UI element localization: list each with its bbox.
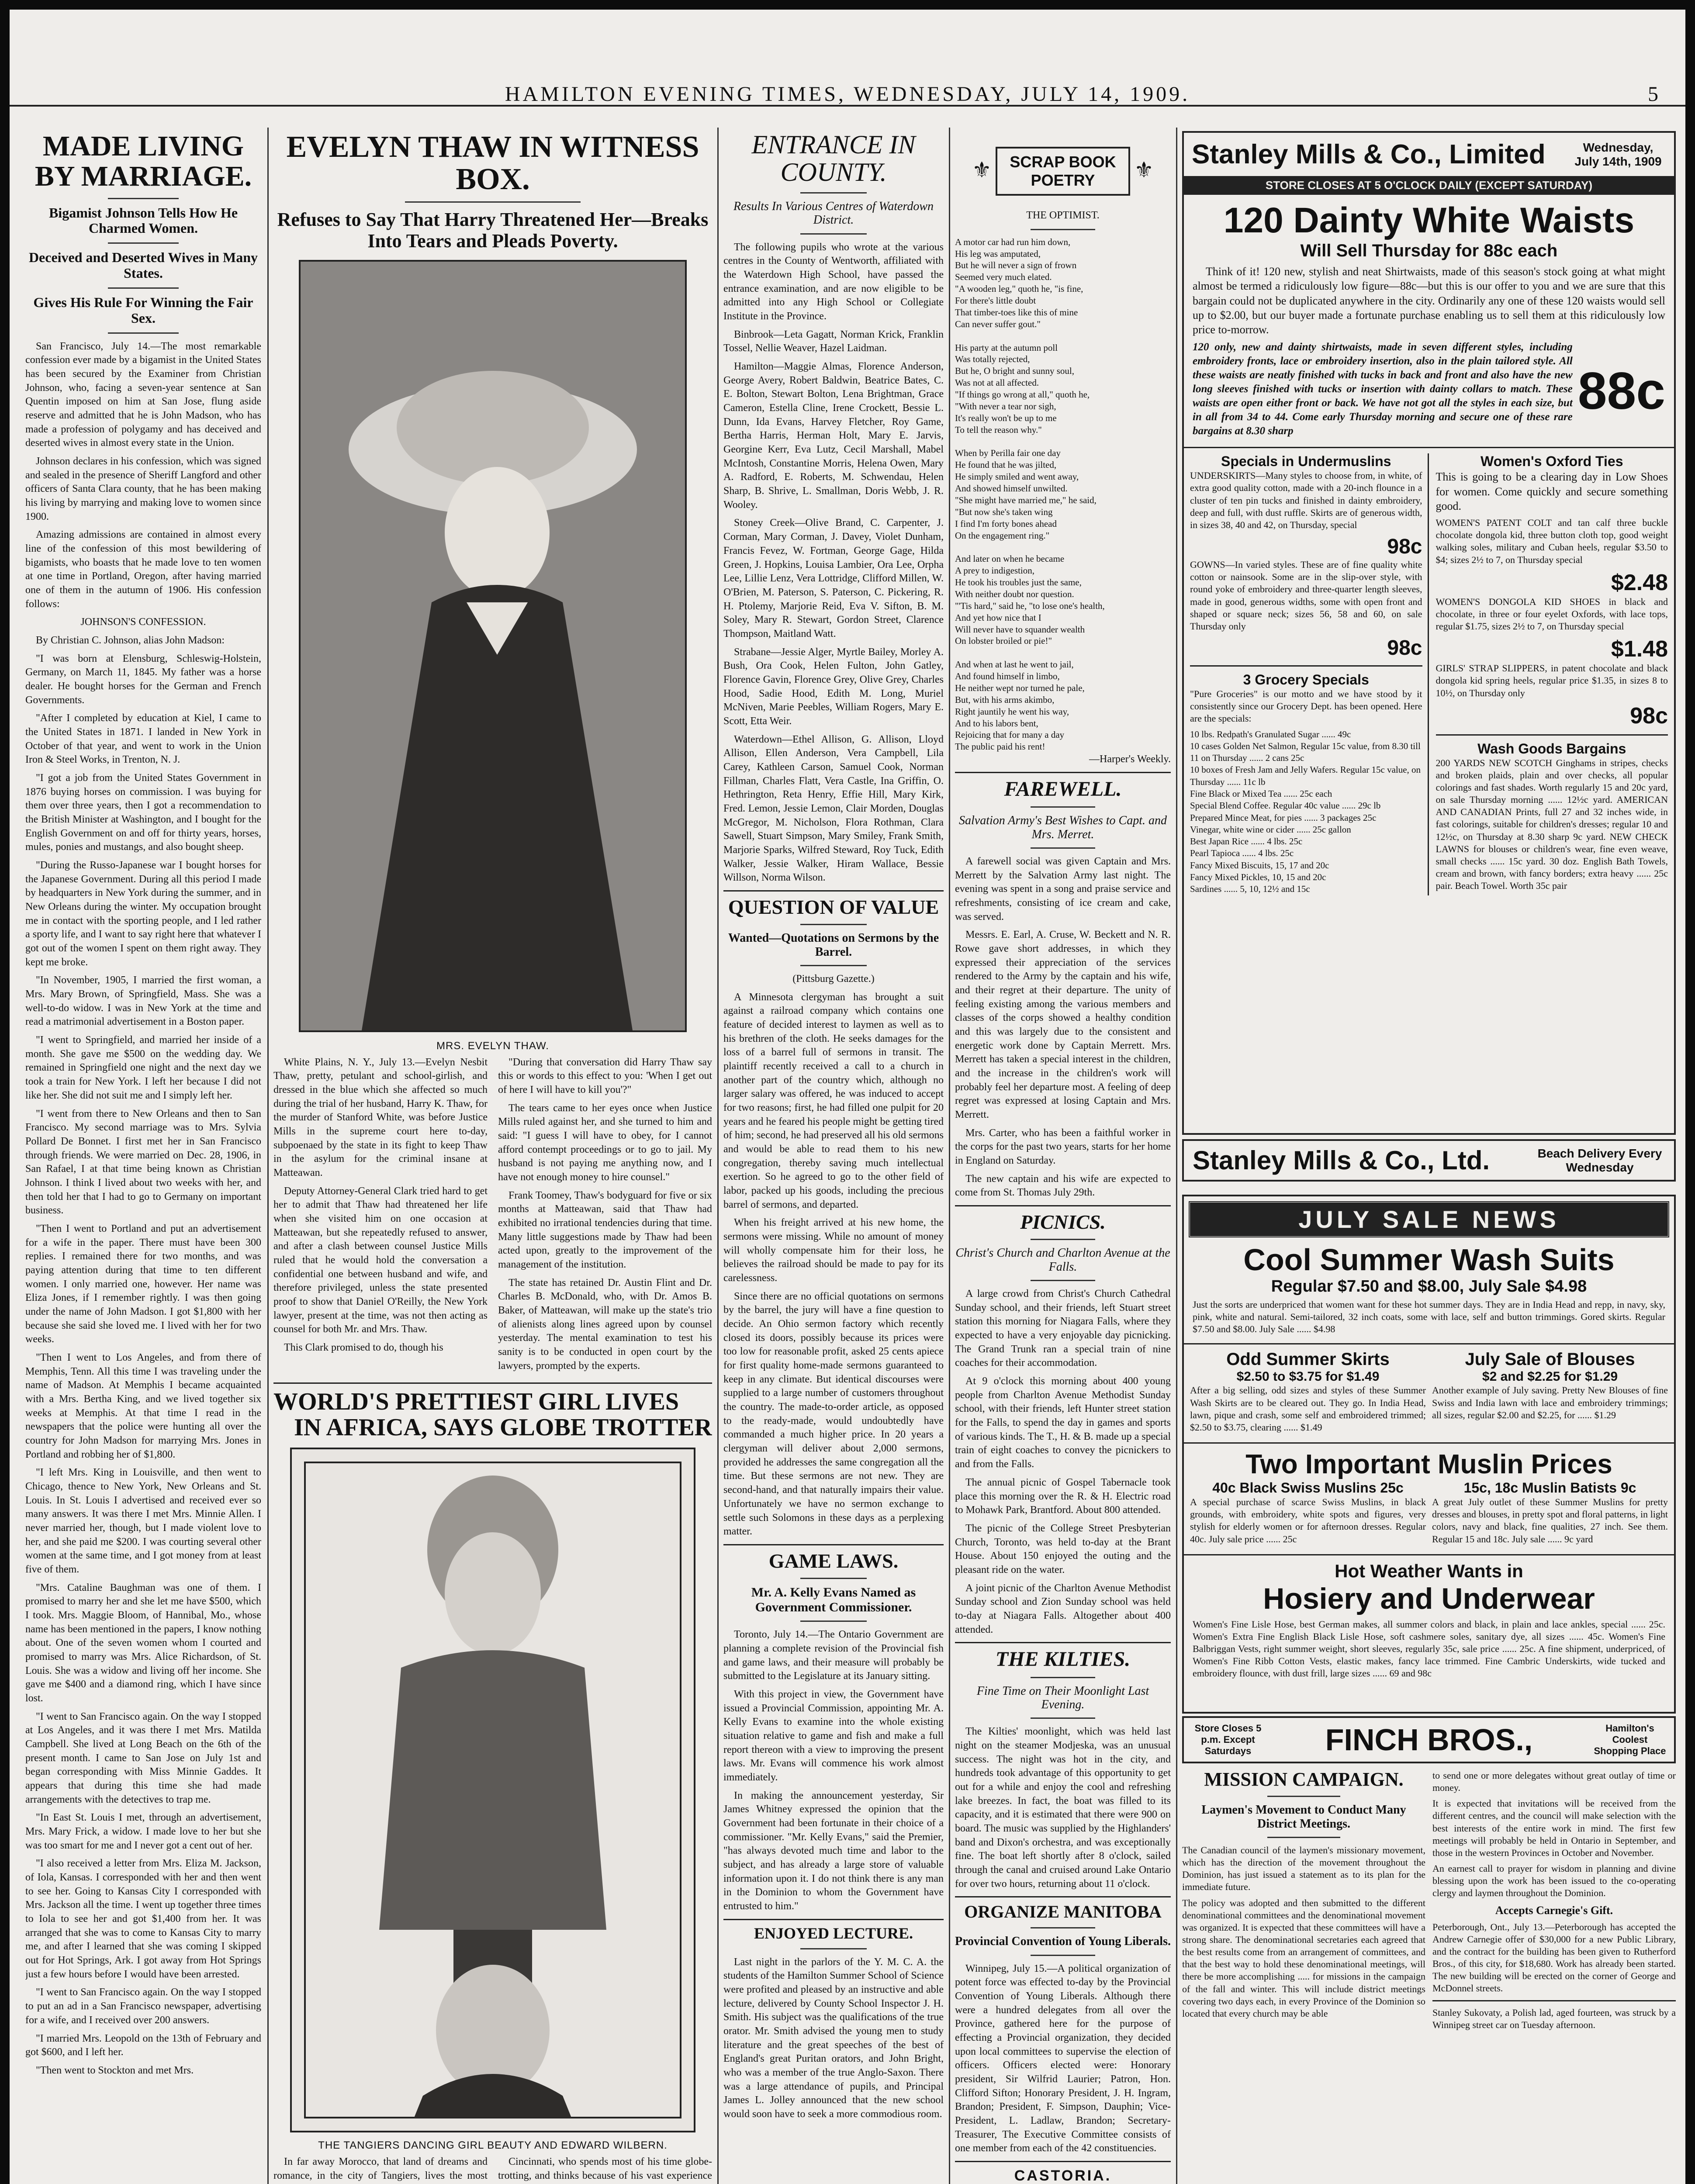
grocery-item: Pearl Tapioca ...... 4 lbs. 25c [1190, 848, 1294, 859]
waists-subtitle: Will Sell Thursday for 88c each [1300, 241, 1558, 260]
article-paragraph: A joint picnic of the Charlton Avenue Methodist Sunday school and Zion Sunday school was held to-day at Niagara Falls. Altogether about 400 attended. [955, 1582, 1171, 1635]
divider [1031, 847, 1095, 849]
deck: Mr. A. Kelly Evans Named as Government Commissioner. [751, 1585, 916, 1614]
dongola-text: WOMEN'S DONGOLA KID SHOES in black and chocolate, in three or four eyelet Oxfords, with lace tops, regular $1.75, sizes 2½ to 7, on Thursday special [1436, 596, 1668, 632]
article-paragraph: "I went to Springfield, and married her inside of a month. She gave me $500 on the wedding day. We remained in Springfield one night and the next day we took a train for New York. I left her because I did not like her. She did not suit me and I simply left her. [25, 1034, 261, 1101]
deck: Results In Various Centres of Waterdown District. [733, 200, 934, 227]
poem-text: A motor car had run him down, His leg was amputated, But he will never a sign of frown Seemed very much elated. "A wooden leg," quoth he, "is fine, For there's little doubt That timber-toes like this of mine Can never suffer gout." His party at the autumn poll Was totally rejected, But he, O bright and sunny soul, Was not at all affected. "If things go wrong at all," quoth he, "With never a tear nor sigh, It's really won't be up to me To tell the reason why." When by Perilla fair one day He found that he was jilted, He simply smiled and went away, And showed himself unwilted. "She might have married me," he said, "But now she's taken wing I find I'm forty bones ahead On the engagement ring." And later on when he became A prey to indigestion, He took his troubles just the same, With neither doubt nor question. "'Tis hard," said he, "to lose one's health, And yet how nice that I Will never have to squander wealth On lobster broiled or pie!" And when at last he went to jail, And found himself in limbo, He neither wept nor turned he pale, But, with his arms akimbo, Right jauntily he went his way, And to his labors bent, Rejoicing that for many a day The public paid his rent! [955, 236, 1105, 752]
article-paragraph: When his freight arrived at his new home, the sermons were missing. While no amount of money will wholly compensate him for their loss, he believes the railroad should be made to pay for its carelessness. [723, 1217, 944, 1284]
divider [1184, 1442, 1674, 1444]
article-paragraph: "I went from there to New Orleans and then to San Francisco. My second marriage was to Mrs. Sylvia Pollard De Bonnet. I first met her in San Francisco through friends. We were married on Dec. 28, 1906, in San Rafael, I at that time being known as Christian Johnson. I think I lived about two weeks with her, and then told her that I had to go to Germany on important business. [25, 1108, 261, 1216]
source-credit: (Pittsburg Gazette.) [792, 973, 875, 985]
headline-entrance: ENTRANCE IN COUNTY. [751, 131, 916, 187]
waists-details: 120 only, new and dainty shirtwaists, made in seven different styles, including embroidery fronts, lace or embroidery insertion, also in the plain tailored style. All these waists are neatly finished with tucks in back and front and also have the new long sleeves finished with tucks or insertion with dainty collars to match. These waists are open either front or back. We have not got all the styles in each size, but in all from 34 to 44. Come early Thursday morning and secure one of these rare bargains at 8.30 sharp [1193, 341, 1573, 437]
portrait-illustration [301, 262, 685, 1030]
deck: Bigamist Johnson Tells How He Charmed Women. [48, 204, 238, 236]
oxford-ties-intro: This is going to be a clearing day in Low Shoes for women. Come quickly and secure something good. [1436, 470, 1668, 512]
article-paragraph: "In East St. Louis I met, through an advertisement, Mrs. Mary Frick, a widow. I made love to her but she was too smart for me and I never got a cent out of her. [25, 1812, 261, 1851]
black-swiss-title: 40c Black Swiss Muslins 25c [1212, 1480, 1404, 1496]
scrap-book-poetry-box [972, 147, 1154, 196]
article-paragraph: In far away Morocco, that land of dreams and romance, in the city of Tangiers, lives the most [273, 2156, 488, 2181]
skirts-price: $2.50 to $3.75 for $1.49 [1236, 1369, 1380, 1384]
july-sale-ad [1182, 1195, 1676, 1714]
divider [800, 1578, 866, 1579]
divider [108, 198, 179, 199]
article-paragraph: "I got a job from the United States Government in 1876 buying horses on commission. I was buying for them over three years, then I got a recommendation to the British Minister at Washington, and I bought for the English Government on and off for thirty years, horses, mules, ponies and mustangs, and also bought sheep. [25, 772, 261, 853]
article-paragraph: The annual picnic of Gospel Tabernacle took place this morning over the R. & H. Electric road to Mohawk Park, Brantford. About 800 attended. [955, 1476, 1171, 1516]
article-paragraph: Stoney Creek—Olive Brand, C. Carpenter, J. Corman, Mary Corman, J. Davey, Violet Dunham, Francis Fevez, W. Fortman, George Gage, Hilda Green, J. Hopkins, Louisa Lambier, Ora Lee, Orpha Lee, Lillie Lenz, Vera Lottridge, Clifford Millen, W. O'Brien, M. Paterson, S. Paterson, C. Pickering, R. H. Ptolemy, Marjorie Reid, Eva V. Sifton, B. M. Soley, Mary R. Stewart, Gordon Street, Clarence Thompson, Maitland Watt. [723, 517, 944, 639]
article-paragraph: White Plains, N. Y., July 13.—Evelyn Nesbit Thaw, pretty, petulant and school-girlish, and dressed in the blue which she affected so much during the trial of her husband, Harry K. Thaw, for the murder of Stanford White, was before Justice Mills in the supreme court here to-day, subpoenaed by the state in its fight to keep Thaw in the asylum for the criminal insane at Matteawan. [273, 1056, 488, 1178]
divider [1031, 229, 1095, 230]
article-paragraph: A farewell social was given Captain and Mrs. Merrett by the Salvation Army last night. The evening was spent in a song and praise service and refreshments, consisting of ice cream and cake, was served. [955, 855, 1171, 923]
headline-prettiest-girl-2: IN AFRICA, SAYS GLOBE TROTTER [294, 1414, 712, 1441]
divider [800, 233, 866, 235]
deck: Refuses to Say That Harry Threatened Her—Breaks Into Tears and Pleads Poverty. [277, 209, 709, 252]
divider [1031, 1239, 1095, 1240]
column-scrapbook [955, 131, 1171, 2184]
divider [800, 965, 866, 966]
article-paragraph: Frank Toomey, Thaw's bodyguard for five or six months at Matteawan, said that Thaw had exhibited no irrational tendencies during that time. Many little suggestions made by Thaw had been acted upon, greatly to the improvement of the management of the institution. [498, 1189, 712, 1270]
stanley-mills-footer-name: Stanley Mills & Co., Ltd. [1193, 1146, 1490, 1175]
divider [108, 287, 179, 289]
article-paragraph: "I also received a letter from Mrs. Eliza M. Jackson, of Iola, Kansas. I corresponded with her and then went to see her. Going to Kansas City I corresponded with Mrs. Jackson all the time. I went up together three times to Iola to see her and got $1,400 from her. It was arranged that she was to come to Kansas City to marry me, and after I learned that she was coming I skipped out for Hot Springs, Ark. I got away from Hot Springs just a few hours before I would have been arrested. [25, 1858, 261, 1980]
article-paragraph: The Kilties' moonlight, which was held last night on the steamer Modjeska, was an unusual success. The night was hot in the city, and hundreds took advantage of this opportunity to get out for a while and enjoy the cool and refreshing lake breezes. In fact, the boat was filled to its capacity, and it is estimated that there were 900 on board. The music was supplied by the Highlanders' band and Dixon's orchestra, and was exceptionally fine. The boat left shortly after 8 o'clock, sailed through the canal and cruised around Lake Ontario for over two hours, returning about 11 o'clock. [955, 1726, 1171, 1890]
article-paragraph: With this project in view, the Government have issued a Provincial Commission, appointing Mr. A. Kelly Evans to examine into the whole existing situation relative to game and fish and make a full report thereon with a view to improving the present laws. Mr. Evans will commence his work almost immediately. [723, 1689, 944, 1783]
article-paragraph: Peterborough, Ont., July 13.—Peterborough has accepted the Andrew Carnegie offer of $30,000 for a new Public Library, and the contract for the building has been given to Rutherford Bros., of this city, for $18,680. Work has already been started. The new building will be erected on the corner of George and McDonnel streets. [1432, 1921, 1676, 1994]
divider [1031, 1927, 1095, 1928]
headline-made-living: MADE LIVING BY MARRIAGE. [35, 131, 252, 193]
article-paragraph: "Then went to Stockton and met Mrs. [36, 2064, 194, 2076]
deck: Deceived and Deserted Wives in Many States. [28, 249, 258, 281]
evelyn-thaw-photo [299, 260, 687, 1032]
headline-thaw: EVELYN THAW IN WITNESS BOX. [286, 131, 699, 196]
article-paragraph: Last night in the parlors of the Y. M. C. A. the students of the Hamilton Summer School of Science were profited and pleased by an instructive and able lecture, delivered by County School Inspector J. H. Smith. His subject was the qualifications of the true orator. Mr. Smith advised the young men to study literature and the great speeches of the best of England's great Puritan orators, and John Bright, who was a member of the true Anglo-Saxon. There was a large attendance of pupils, and Principal James L. Jolley announced that the new school would soon have to seek a more commodious room. [723, 1956, 944, 2120]
underskirts-text: UNDERSKIRTS—Many styles to choose from, in white, of extra good quality cotton, made with a 20-inch flounce in a cluster of ten pin tucks and finished in dainty embroidery, deep and full, with dust ruffle. Skirts are of generous width, in sizes 38, 40 and 42, on Thursday, special [1190, 470, 1422, 530]
tangiers-girl-photo [290, 1448, 695, 2132]
article-paragraph: A large crowd from Christ's Church Cathedral Sunday school, and their friends, left Stuart street station this morning for Niagara Falls, where they expected to have a very enjoyable day picnicking. The Grand Trunk ran a special train of nine coaches for their accommodation. [955, 1288, 1171, 1369]
divider [1031, 806, 1095, 808]
castoria-ad [955, 2167, 1171, 2184]
article-paragraph: In making the announcement yesterday, Sir James Whitney expressed the opinion that the Government had been fortunate in their choice of a commissioner. "Mr. Kelly Evans," said the Premier, "has always devoted much time and labor to the subject, and has already a large store of valuable information upon it. I do not think there is any man in the Dominion to whom the Government have entrusted to him." [723, 1790, 944, 1912]
column-rule [267, 128, 269, 2184]
muslin-title: Two Important Muslin Prices [1245, 1449, 1612, 1480]
deck: Christ's Church and Charlton Avenue at the Falls. [955, 1246, 1170, 1274]
divider [800, 192, 866, 194]
divider [800, 924, 866, 925]
divider [1432, 2000, 1676, 2001]
castoria-title: CASTORIA. [1014, 2167, 1112, 2184]
column-rule [1176, 128, 1177, 2184]
undermuslins-title: Specials in Undermuslins [1221, 453, 1391, 470]
fleur-de-lis-icon: ⚜ [1134, 157, 1154, 183]
waists-text: Think of it! 120 new, stylish and neat Shirtwaists, made of this season's stock going at what might almost be termed a ridiculously low figure—88c—but this is our offer to you and we are sure that this bargain could not be duplicated anywhere in the city. Ordinarily any one of these 120 waists would sell up to $2.00, but our buyer made a fortunate purchase enabling us to sell them at this ridiculously low price to-morrow. [1193, 265, 1665, 336]
headline-organize-manitoba: ORGANIZE MANITOBA [964, 1902, 1162, 1922]
article-paragraph: Since there are no official quotations on sermons by the barrel, the jury will have a fine question to decide. An Ohio sermon factory which recently closed its doors, possibly because its prices were too low for reasonable profit, asked 25 cents apiece for first quality home-made sermons guaranteed to keep in any climate. But identical discourses were supplied to a large number of customers throughout the country. The made-to-order article, as opposed to the ready-made, would undoubtedly have commanded a much higher price. In 20 years a clergyman will deliver about 2,000 sermons, provided he addresses the same congregation all the time. But these sermons are not new. They are second-hand, and that naturally impairs their value. Unfortunately we have no sermon exchange to settle such Solomons in these days as a perplexing matter. [723, 1290, 944, 1538]
article-paragraph: An earnest call to prayer for wisdom in planning and divine blessing upon the work has been issued to the co-operating clergy and laymen throughout the Dominion. [1432, 1863, 1676, 1899]
article-paragraph: "I married Mrs. Leopold on the 13th of February and got $600, and I left her. [25, 2032, 261, 2058]
muslin-batists-title: 15c, 18c Muslin Batists 9c [1463, 1480, 1636, 1496]
photo-caption: THE TANGIERS DANCING GIRL BEAUTY AND EDWARD WILBERN. [318, 2139, 668, 2151]
grocery-item: 10 cases Golden Net Salmon, Regular 15c value, from 8.30 till 11 on Thursday ...... 2 cans 25c [1190, 740, 1421, 764]
headline-picnics: PICNICS. [1020, 1211, 1106, 1234]
blouses-title: July Sale of Blouses [1465, 1350, 1635, 1369]
scrap-book-title: SCRAP BOOK [1010, 153, 1116, 171]
article-paragraph: Strabane—Jessie Alger, Myrtle Bailey, Morley A. Bush, Ora Cook, Helen Fulton, John Gatley, Florence Gavin, Florence Grey, Olive Grey, Charles Hood, Sadie Hood, Edith M. Long, Muriel McNiven, Marie Peebles, William Rogers, Mary E. Scott, Etta Weir. [723, 646, 944, 727]
column-bigamist [25, 131, 261, 2184]
article-paragraph: Stanley Sukovaty, a Polish lad, aged fourteen, was struck by a Winnipeg street car on Tuesday afternoon. [1432, 2007, 1676, 2030]
deck: Gives His Rule For Winning the Fair Sex. [33, 294, 253, 326]
article-paragraph: The Canadian council of the laymen's missionary movement, which has the direction of the movement throughout the Dominion, has just issued a statement as to its plan for the immediate future. [1182, 1844, 1425, 1893]
article-paragraph: The state has retained Dr. Austin Flint and Dr. Charles B. McDonald, who, with Dr. Amos B. Baker, of Matteawan, will make up the state's trio of alienists along lines agreed upon by counsel yesterday. The mental examination to test his sanity is to be conducted in open court by the lawyers, prompted by the experts. [498, 1277, 712, 1372]
poem-source: —Harper's Weekly. [1089, 753, 1171, 765]
dongola-price: $1.48 [1611, 636, 1668, 662]
divider [723, 1544, 944, 1545]
gowns-text: GOWNS—In varied styles. These are of fine quality white cotton or nainsook. Some are in the slip-over style, with round yoke of embroidery and three-quarter length sleeves, made in good, generous widths, some with open front and shaped or square neck; sizes 56, 58 and 60, on sale Thursday only [1190, 559, 1422, 632]
grocery-item: Fine Black or Mixed Tea ...... 25c each [1190, 788, 1332, 799]
deck: Fine Time on Their Moonlight Last Evening. [976, 1684, 1149, 1711]
headline-prettiest-girl: WORLD'S PRETTIEST GIRL LIVES [273, 1388, 679, 1416]
divider [1031, 1677, 1095, 1678]
divider [955, 1896, 1171, 1897]
article-paragraph: Cincinnati, who spends most of his time globe-trotting, and thinks because of his vast experience [498, 2156, 712, 2181]
article-paragraph: A Minnesota clergyman has brought a suit against a railroad company which contains one feature of decided interest to laymen as well as to his brethren of the cloth. He seeks damages for the loss of a barrel full of sermons in transit. The plaintiff recently received a call to a church in another part of the country which, although no larger salary was offered, he was induced to accept for two reasons; first, he had filled one pulpit for 20 years and he feared his people might be getting tired of him; second, he had preserved all his old sermons and would be able to read them to his new congregation, thereby saving much intellectual exertion. So he agreed to go to the other field of labor, packed up his goods, including the precious barrel of sermons, and departed. [723, 991, 944, 1210]
poem-title: THE OPTIMIST. [1026, 210, 1100, 221]
slippers-price: 98c [1630, 703, 1668, 729]
july-sale-banner: JULY SALE NEWS [1188, 1201, 1670, 1238]
stanley-mills-name: Stanley Mills & Co., Limited [1192, 139, 1546, 169]
divider [405, 201, 581, 203]
stanley-mills-ad [1182, 131, 1676, 1135]
divider [1190, 665, 1422, 667]
hosiery-text: Women's Fine Lisle Hose, best German makes, all summer colors and black, in plain and lace ankles, special ...... 25c. Women's Extra Fine English Black Lisle Hose, soft cashmere soles, sanitary dye, all sizes ...... 45c. Women's Fine Balbriggan Vests, right summer weight, short sleeves, regularly 35c, sale price ...... 25c. A fine shipment, underpriced, of Women's Fine Ribb Cotton Vests, elastic makes, fancy lace trimmed. Fine Cambric Underskirts, wide tucked and embroidery flounce, with dust frill, large sizes ...... 69 and 98c [1193, 1618, 1665, 1679]
article-paragraph: San Francisco, July 14.—The most remarkable confession ever made by a bigamist in the United States has been secured by the Examiner from Christian Johnson, who, facing a seven-year sentence at San Quentin imposed on him at San Jose, flung aside reserve and admitted that he is John Madson, who has made a profession of polygamy and has deceived and deserted wives in almost every state in the Union. [25, 340, 261, 449]
column-rule [717, 128, 719, 2184]
article-paragraph: "I left Mrs. King in Louisville, and then went to Chicago, thence to New York, New Orleans and St. Louis. In St. Louis I advertised and received ever so many answers. It was there I met Mrs. Minnie Allen. I never married her, though, but I made violent love to her, and she paid me $200. I was courting several other women at the same time, and I got money from at least five of them. [25, 1467, 261, 1575]
divider [800, 1948, 866, 1949]
poetry-title: POETRY [1031, 171, 1095, 189]
article-paragraph: "After I completed by education at Kiel, I came to the United States in 1871. I landed in New York in October of that year, and went to work in the Union Iron & Steel Works, in Trenton, N. J. [25, 712, 261, 766]
article-paragraph: "Then I went to Los Angeles, and from there of Memphis, Tenn. All this time I was traveling under the name of Madson. At Memphis I became acquainted with a Mrs. Bertha King, and we lived together six weeks at Memphis. At that time I read in the newspapers that the police were hunting all over the country for John Madson for marrying Mrs. Jones in Portland and robbing her of $1,800. [25, 1351, 261, 1460]
article-paragraph: "Mrs. Cataline Baughman was one of them. I promised to marry her and she let me have $500, which I took. Mrs. Maggie Bloom, of Hannibal, Mo., whose name has been mentioned in the papers, I know nothing about. One of the seven women whom I courted and promised to marry was Mrs. Alice Richardson, of St. Louis. She was a widow and living off her income. She gave me $400 and a diamond ring, which I have since lost. [25, 1582, 261, 1704]
divider [800, 1621, 866, 1622]
divider [723, 1919, 944, 1920]
divider [1031, 1717, 1095, 1719]
divider [1031, 1955, 1095, 1956]
grocery-item: Vinegar, white wine or cider ...... 25c gallon [1190, 824, 1351, 835]
article-paragraph: "During the Russo-Japanese war I bought horses for the Japanese Government. During all this period I made by headquarters in New York during the summer, and in New Orleans during the winter. My occupation brought me in contact with the sporting people, and I led rather a sporty life, and I want to say right here that whatever I got out of the women I spent on them right away. They kept me broke. [25, 860, 261, 968]
grocery-item: 10 boxes of Fresh Jam and Jelly Wafers. Regular 15c value, on Thursday ...... 11c lb [1190, 764, 1421, 787]
wash-goods-title: Wash Goods Bargains [1477, 740, 1626, 757]
finch-store-hours: Store Closes 5 p.m. Except Saturdays [1194, 1723, 1262, 1756]
black-swiss-text: A special purchase of scarce Swiss Muslins, in black grounds, with embroidery, white spots and figures, very stylish for elderly women or for afternoon dresses. Regular 40c. July sale price ...... 25c [1190, 1496, 1426, 1545]
subhead: JOHNSON'S CONFESSION. [80, 616, 206, 628]
mission-section [1182, 1769, 1676, 2035]
divider [955, 772, 1171, 773]
article-paragraph: By Christian C. Johnson, alias John Madson: [36, 635, 225, 646]
article-paragraph: Messrs. E. Earl, A. Cruse, W. Beckett and N. R. Rowe gave short addresses, in which they expressed their appreciation of the services rendered to the Army by the captain and his wife, and their regret at their departure. The unity of feeling existing among the various members and classes of the corps showed a healthy condition and this was largely due to the consistent and energetic work done by Captain Merrett. Mrs. Merrett has taken a special interest in the children, and the increase in the children's work will probably feel her departure most. A feeling of deep regret was expressed at losing Captain and Mrs. Merrett. [955, 929, 1171, 1121]
patent-colt-text: WOMEN'S PATENT COLT and tan calf three buckle chocolate dongola kid, three button cloth top, good weight walking soles, military and Cuban heels, regular $3.50 to $4; sizes 2½ to 7, on Thursday special [1436, 517, 1668, 565]
underskirts-price: 98c [1387, 535, 1422, 559]
article-paragraph: The new captain and his wife are expected to come from St. Thomas July 29th. [955, 1173, 1171, 1199]
waists-price: 88c [1577, 362, 1665, 421]
oxford-ties-title: Women's Oxford Ties [1481, 453, 1623, 470]
skirts-text: After a big selling, odd sizes and styles of these Summer Wash Skirts are to be cleared out. They go. In India Head, lawn, pique and crash, some self and embroidered trimmed; $2.50 to $3.75, clearing ...... $1.49 [1190, 1385, 1426, 1433]
page-header [10, 79, 1685, 107]
headline-farewell: FAREWELL. [1004, 777, 1122, 801]
wash-suits-price: Regular $7.50 and $8.00, July Sale $4.98 [1271, 1277, 1587, 1296]
column-rule [949, 128, 950, 2184]
store-hours-bar: STORE CLOSES AT 5 O'CLOCK DAILY (EXCEPT SATURDAY) [1184, 176, 1674, 195]
article-paragraph: "I went to San Francisco again. On the way I stopped to put an ad in a San Francisco newspaper, advertising for a wife, and I received over 200 answers. [25, 1987, 261, 2026]
photo-caption: MRS. EVELYN THAW. [436, 1040, 549, 1052]
patent-colt-price: $2.48 [1611, 570, 1668, 595]
article-paragraph: Deputy Attorney-General Clark tried hard to get her to admit that Thaw had threatened her life when she visited him on one occasion at Matteawan, but she repeatedly refused to answer, and after a clash between counsel Justice Mills ruled that he would hold the conversation a confidential one between husband and wife, and therefore privileged, unless the state presented proof to show that Daniel O'Reilly, the New York lawyer, present at the time, was not then acting as counsel for both Mr. and Mrs. Thaw. [273, 1185, 488, 1335]
article-paragraph: "In November, 1905, I married the first woman, a Mrs. Mary Brown, of Springfield, Mass. She was a well-to-do widow. I was in New York at the time and read a matrimonial advertisement in a Boston paper. [25, 975, 261, 1028]
grocery-item: Best Japan Rice ...... 4 lbs. 25c [1190, 836, 1303, 847]
article-paragraph: The tears came to her eyes once when Justice Mills ruled against her, and she turned to him and said: "I guess I will have to obey, for I cannot afford contempt proceedings or to go to jail. My husband is not paying me anything now, and I have not enough money to hire counsel." [498, 1102, 712, 1183]
ad-date: Wednesday, July 14th, 1909 [1574, 140, 1662, 168]
deck: Salvation Army's Best Wishes to Capt. and Mrs. Merret. [958, 814, 1167, 841]
divider [108, 332, 179, 334]
divider [1184, 1343, 1674, 1344]
article-paragraph: Winnipeg, July 15.—A political organization of potent force was effected to-day by the Provincial Convention of Young Liberals. Although there were a hundred delegates from all over the Province, gathered here for the purpose of effecting a Provincial organization, they decided upon local committees to supervise the election of officers. Officers elected were: Honorary president, Sir Wilfrid Laurier; Patron, Hon. Clifford Sifton; Honorary President, J. H. Ingram, Brandon; President, F. Simpson, Dauphin; Vice-President, L. Ladlaw, Brandon; Secretary-Treasurer, The Executive Committee consists of one member from each of the 42 constituencies. [955, 1963, 1171, 2154]
grocery-item: 10 lbs. Redpath's Granulated Sugar ...... 49c [1190, 729, 1351, 740]
grocery-text: "Pure Groceries" is our motto and we have stood by it consistently since our Grocery Dept. has been opened. Here are the specials: [1190, 688, 1422, 724]
headline-enjoyed-lecture: ENJOYED LECTURE. [754, 1924, 913, 1942]
article-paragraph: "Then I went to Portland and put an advertisement for a wife in the paper. There must have been 300 replies. I remained there for two months, and was paying attention during that time to ten different women. I only married one, however. Her name was Eliza Jones, if I remember rightly. I was then going under the name of John Madson. I got $1,800 with her because she said she loved me. I lived with her for two weeks. [25, 1223, 261, 1345]
headline-game-laws: GAME LAWS. [768, 1549, 899, 1572]
article-paragraph: The picnic of the College Street Presbyterian Church, Toronto, was held to-day at the Brant House. About 150 enjoyed the outing and the pleasant ride on the water. [955, 1522, 1171, 1576]
wash-suits-text: Just the sorts are underpriced that women want for these hot summer days. They are in India Head and repp, in navy, sky, pink, white and natural. Semi-tailored, 32 inch coats, some with lace, self and button trimmings. Gored skirts. Regular $7.50 and $8.00. July Sale ...... $4.98 [1193, 1299, 1665, 1335]
deck: Laymen's Movement to Conduct Many District Meetings. [1201, 1803, 1406, 1831]
blouses-price: $2 and $2.25 for $1.29 [1482, 1369, 1618, 1384]
divider [1267, 1796, 1340, 1797]
grocery-item: Fancy Mixed Pickles, 10, 15 and 20c [1190, 872, 1326, 883]
page-number: 5 [1648, 83, 1661, 106]
masthead: HAMILTON EVENING TIMES, WEDNESDAY, JULY 14, 1909. [505, 83, 1190, 106]
subhead-carnegie: Accepts Carnegie's Gift. [1495, 1904, 1613, 1917]
article-paragraph: "During that conversation did Harry Thaw say this or words to this effect to you: 'When I get out of here I will have to kill you'?" [498, 1056, 712, 1095]
article-paragraph: Toronto, July 14.—The Ontario Government are planning a complete revision of the Provincial fish and game laws, and their measure will probably be submitted to the Legislature at its January sitting. [723, 1629, 944, 1682]
article-paragraph: The following pupils who wrote at the various centres in the County of Wentworth, affiliated with the Waterdown High School, have passed the entrance examination, and are now eligible to be admitted into any High School or Collegiate Institute in the Province. [723, 241, 944, 322]
fleur-de-lis-icon: ⚜ [972, 157, 992, 183]
headline-kilties: THE KILTIES. [995, 1648, 1131, 1671]
divider [955, 1642, 1171, 1643]
grocery-list [1190, 729, 1422, 895]
stanley-mills-footer [1182, 1139, 1676, 1182]
grocery-title: 3 Grocery Specials [1243, 672, 1369, 688]
dancing-girl-illustration [292, 1449, 694, 2131]
article-paragraph: "I went to San Francisco again. On the way I stopped at Los Angeles, and it was there I met Mrs. Matilda Campbell. She lived at Long Beach on the 6th of the present month. I came to San Jose on July 1st and began corresponding with Miss Minnie Gaddes. It appears that during this time she had made arrangements with the detectives to trap me. [25, 1711, 261, 1805]
blouses-text: Another example of July saving. Pretty New Blouses of fine Swiss and India lawn with lace and embroidery trimmings; all sizes, regular $2.00 and $2.25, for ...... $1.29 [1432, 1385, 1668, 1420]
muslin-batists-text: A great July outlet of these Summer Muslins for pretty dresses and blouses, in pretty spot and floral patterns, in light colors, navy and black, fine qualities, 27 inch. See them. Regular 15 and 18c. July sale ...... 9c yard [1432, 1496, 1668, 1545]
deck: Provincial Convention of Young Liberals. [955, 1935, 1171, 1949]
slippers-text: GIRLS' STRAP SLIPPERS, in patent chocolate and black dongola kid spring heels, regular price $1.35, in sizes 8 to 10½, on Thursday only [1436, 663, 1668, 698]
article-paragraph: to send one or more delegates without great outlay of time or money. [1432, 1770, 1676, 1794]
article-paragraph: Hamilton—Maggie Almas, Florence Anderson, George Avery, Robert Baldwin, Beatrice Bates, C. E. Bolton, Stewart Bolton, Lena Brightman, Grace Cameron, Estella Cline, Irene Crockett, Bessie L. Dunn, Ida Evans, Harvey Fletcher, Roy Game, Bertha Harris, Herman Holt, Mary E. Jarvis, Georgine Kerr, Eva Lutz, Cecil Marshall, Mabel McIntosh, Constantine Morris, Helena Owen, Mary A. Radford, E. Roberts, M. Schwendau, Helen Sharp, B. Shrive, L. Smallman, Doris Webb, J. R. Wooley. [723, 361, 944, 511]
article-paragraph: Binbrook—Leta Gagatt, Norman Krick, Franklin Tossel, Nellie Weaver, Hazel Laidman. [723, 328, 944, 354]
column-thaw [273, 131, 712, 2184]
hosiery-title-1: Hot Weather Wants in [1335, 1560, 1523, 1581]
grocery-item: Special Blend Coffee. Regular 40c value ...... 29c lb [1190, 800, 1381, 811]
article-paragraph: This Clark promised to do, though his [284, 1341, 443, 1353]
article-paragraph: The policy was adopted and then submitted to the different denominational committees and the denominational movement was organized. It is expected that these committees will have a strong share. The denominational secretaries each agreed that the best results come from an arrangement of committees, and that the best way to hold these denominational meetings, will there be more accomplishing ..... for missions in the campaign of the fall and winter. This will include district meetings covering two days each, in every Province of the Dominion so located that every church may be able [1182, 1897, 1425, 2019]
skirts-title: Odd Summer Skirts [1226, 1350, 1390, 1369]
finch-tagline: Hamilton's Coolest Shopping Place [1594, 1723, 1666, 1756]
article-paragraph: Mrs. Carter, who has been a faithful worker in the corps for the past two years, starts for her home in England on Saturday. [955, 1127, 1171, 1167]
divider [1031, 1280, 1095, 1281]
finch-bros-footer [1182, 1716, 1676, 1763]
hosiery-title-2: Hosiery and Underwear [1263, 1582, 1595, 1615]
divider [955, 2161, 1171, 2162]
article-paragraph: "I was born at Elensburg, Schleswig-Holstein, Germany, on March 11, 1845. My father was a horse dealer. He bought horses for the German and French Governments. [25, 653, 261, 706]
headline-question-of-value: QUESTION OF VALUE [728, 895, 939, 918]
grocery-item: Prepared Mince Meat, for pies ...... 3 packages 25c [1190, 812, 1377, 823]
gowns-price: 98c [1387, 636, 1422, 660]
article-paragraph: It is expected that invitations will be received from the different centres, and the council will make selection with the best interests of the entire work in mind. The first few meetings will probably be held in Ontario in September, and those in the western Provinces in October and November. [1432, 1798, 1676, 1858]
waists-title: 120 Dainty White Waists [1223, 200, 1635, 240]
divider [108, 242, 179, 244]
newspaper-page [10, 10, 1685, 2184]
divider [723, 890, 944, 892]
grocery-item: Sardines ...... 5, 10, 12½ and 15c [1190, 884, 1310, 895]
column-entrance [723, 131, 944, 2184]
divider [1436, 734, 1668, 736]
article-paragraph: Amazing admissions are contained in almost every line of the confession of this most bewildering of bigamists, who boasts that he made love to ten women at one time in Portland, Oregon, after having married one of them in the autumn of 1906. His confession follows: [25, 529, 261, 610]
article-paragraph: Waterdown—Ethel Allison, G. Allison, Lloyd Allison, Ellen Anderson, Vera Campbell, Lila Carey, Kathleen Carson, Samuel Cook, Norman Fillman, Charles Flatt, Vera Castle, Ina Griffin, O. Hethrington, Reta Henry, Effie Hill, Mary Kirk, Fred. Lemon, Jessie Lemon, Clair Morden, Douglas McGregor, M. Nicholson, Flora Rothman, Clara Sawell, Stuart Simpson, Mary Smiley, Frank Smith, Marjorie Sparks, Wilfred Steward, Roy Tuck, Edith Walker, Jessie Walker, Hiram Wallace, Bessie Willson, Norma Wilson. [723, 733, 944, 884]
finch-bros-name: FINCH BROS., [1325, 1723, 1533, 1757]
wash-suits-title: Cool Summer Wash Suits [1243, 1243, 1615, 1277]
divider [1184, 1554, 1674, 1555]
article-paragraph: At 9 o'clock this morning about 400 young people from Charlton Avenue Methodist Sunday school, with their friends, left Hunter street station for the Falls, to spend the day in games and sports of various kinds. The T., H. & B. made up a special train of eight coaches to convey the picnickers to and from the Falls. [955, 1375, 1171, 1470]
wash-goods-text: 200 YARDS NEW SCOTCH Ginghams in stripes, checks and broken plaids, plain and over checks, all popular colorings and fast shades. Worth regularly 15 and 20c yard, on sale Thursday morning ...... 12½c yard. AMERICAN AND CANADIAN Prints, full 27 and 32 inches wide, in fast colorings, suitable for children's dresses; regular 10 and 12½c, on Thursday at 8.30 sharp 9c yard. NEW CHECK LAWNS for blouses or children's wear, fine even weave, small checks ...... 15c yard. 30 doz. English Bath Towels, cream and brown, with fancy borders; extra heavy ...... 25c pair. Beach Towel. Worth 35c pair [1436, 757, 1668, 892]
deck: Wanted—Quotations on Sermons by the Barrel. [728, 931, 939, 959]
article-paragraph: Johnson declares in his confession, which was signed and sealed in the presence of Sheriff Langford and other officers of Santa Clara county, that he has been making his living by marrying and making love to women since 1900. [25, 455, 261, 522]
divider [955, 1205, 1171, 1206]
divider [273, 1382, 712, 1384]
grocery-item: Fancy Mixed Biscuits, 15, 17 and 20c [1190, 860, 1329, 871]
divider [1184, 447, 1674, 448]
beach-delivery-note: Beach Delivery Every Wednesday [1537, 1146, 1662, 1174]
headline-mission-campaign: MISSION CAMPAIGN. [1204, 1769, 1404, 1790]
divider [1267, 1837, 1340, 1838]
column-advertisements [1182, 131, 1676, 2184]
